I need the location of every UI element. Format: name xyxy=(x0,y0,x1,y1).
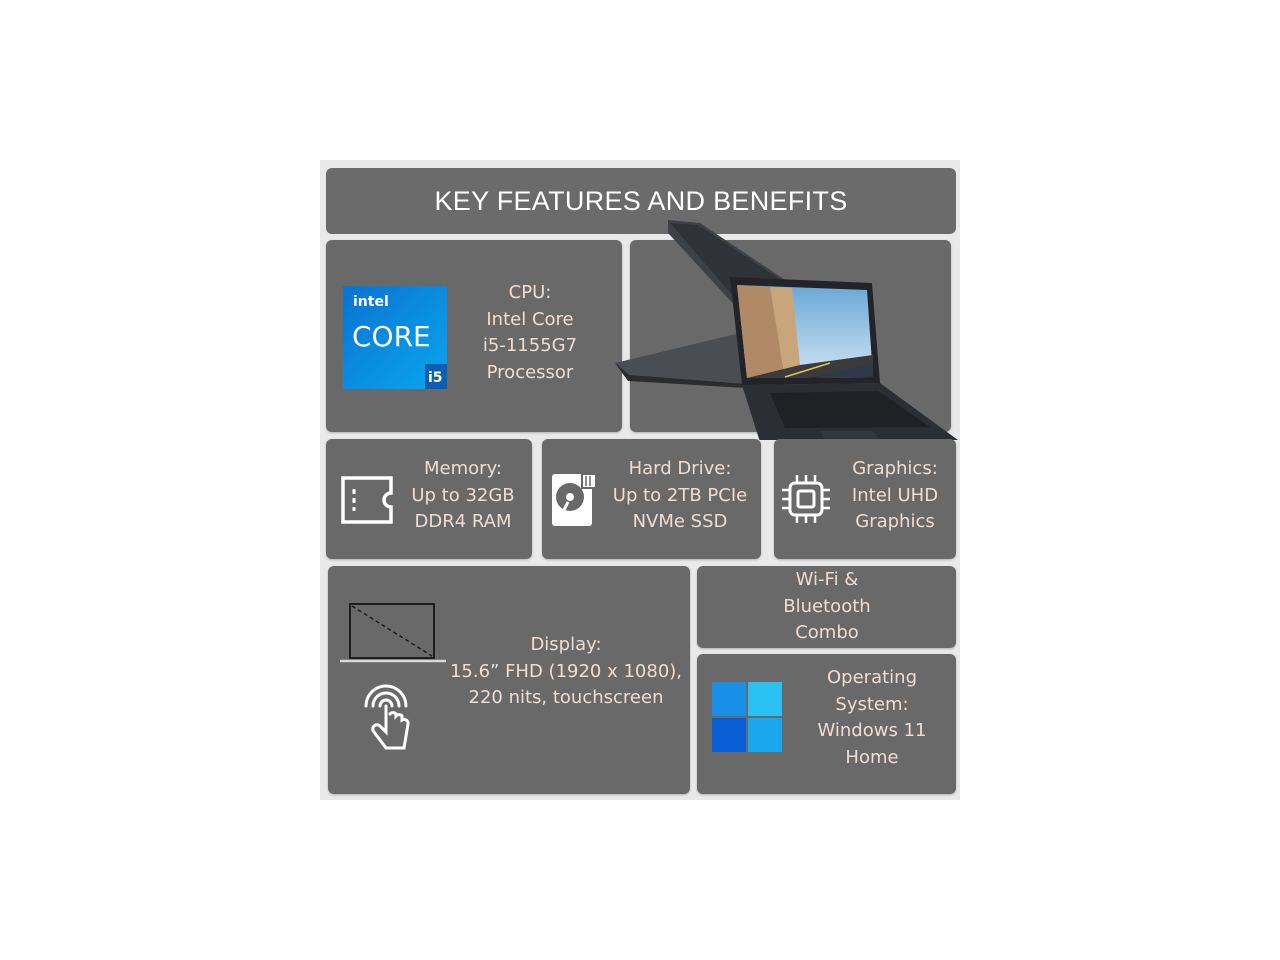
cpu-line: Processor xyxy=(486,361,574,383)
hard-drive-icon xyxy=(550,472,598,528)
windows-logo-icon xyxy=(712,682,782,752)
chip-icon xyxy=(780,473,832,525)
storage-line: Hard Drive: xyxy=(628,458,732,479)
wireless-line: Combo xyxy=(795,622,859,643)
storage-tile xyxy=(542,439,761,559)
memory-tile xyxy=(326,439,532,559)
wireless-text xyxy=(757,567,897,647)
display-line: 15.6” FHD (1920 x 1080), xyxy=(449,660,683,682)
os-line: Operating xyxy=(827,667,917,688)
graphics-text xyxy=(838,456,952,536)
graphics-tile xyxy=(774,439,956,559)
cpu-line: i5-1155G7 xyxy=(482,335,578,356)
os-line: Windows 11 xyxy=(817,720,927,741)
core-product-text: CORE xyxy=(352,320,431,353)
ram-card-icon xyxy=(340,475,394,525)
wireless-line: Wi-Fi & xyxy=(795,569,859,590)
display-diagonal-icon xyxy=(340,602,450,664)
os-line: Home xyxy=(845,746,899,768)
memory-line: DDR4 RAM xyxy=(414,511,512,532)
os-tile xyxy=(697,654,956,794)
features-board xyxy=(320,160,960,800)
laptop-image xyxy=(610,215,960,440)
storage-line: NVMe SSD xyxy=(632,511,728,532)
display-tile xyxy=(328,566,690,794)
graphics-line: Intel UHD xyxy=(851,484,939,506)
wireless-tile xyxy=(697,566,956,648)
intel-brand-text: intel xyxy=(353,294,389,310)
graphics-line: Graphics xyxy=(855,511,935,532)
display-line: Display: xyxy=(530,634,602,655)
memory-line: Memory: xyxy=(424,458,502,479)
wireless-line: Bluetooth xyxy=(783,595,871,617)
graphics-line: Graphics: xyxy=(852,458,938,479)
display-line: 220 nits, touchscreen xyxy=(468,687,664,708)
storage-text xyxy=(604,456,756,536)
cpu-line: Intel Core xyxy=(486,308,574,330)
cpu-text xyxy=(466,280,594,386)
os-text xyxy=(805,665,939,771)
memory-text xyxy=(404,456,522,536)
cpu-tile xyxy=(326,240,622,432)
os-line: System: xyxy=(835,693,909,715)
storage-line: Up to 2TB PCIe xyxy=(612,484,748,506)
cpu-line: CPU: xyxy=(508,282,552,303)
memory-line: Up to 32GB xyxy=(411,484,515,506)
touch-icon xyxy=(358,676,414,752)
features-title: KEY FEATURES AND BENEFITS xyxy=(326,168,956,234)
intel-core-i5-logo xyxy=(343,286,447,389)
i5-tier-text: i5 xyxy=(428,370,443,386)
display-text xyxy=(442,632,690,712)
